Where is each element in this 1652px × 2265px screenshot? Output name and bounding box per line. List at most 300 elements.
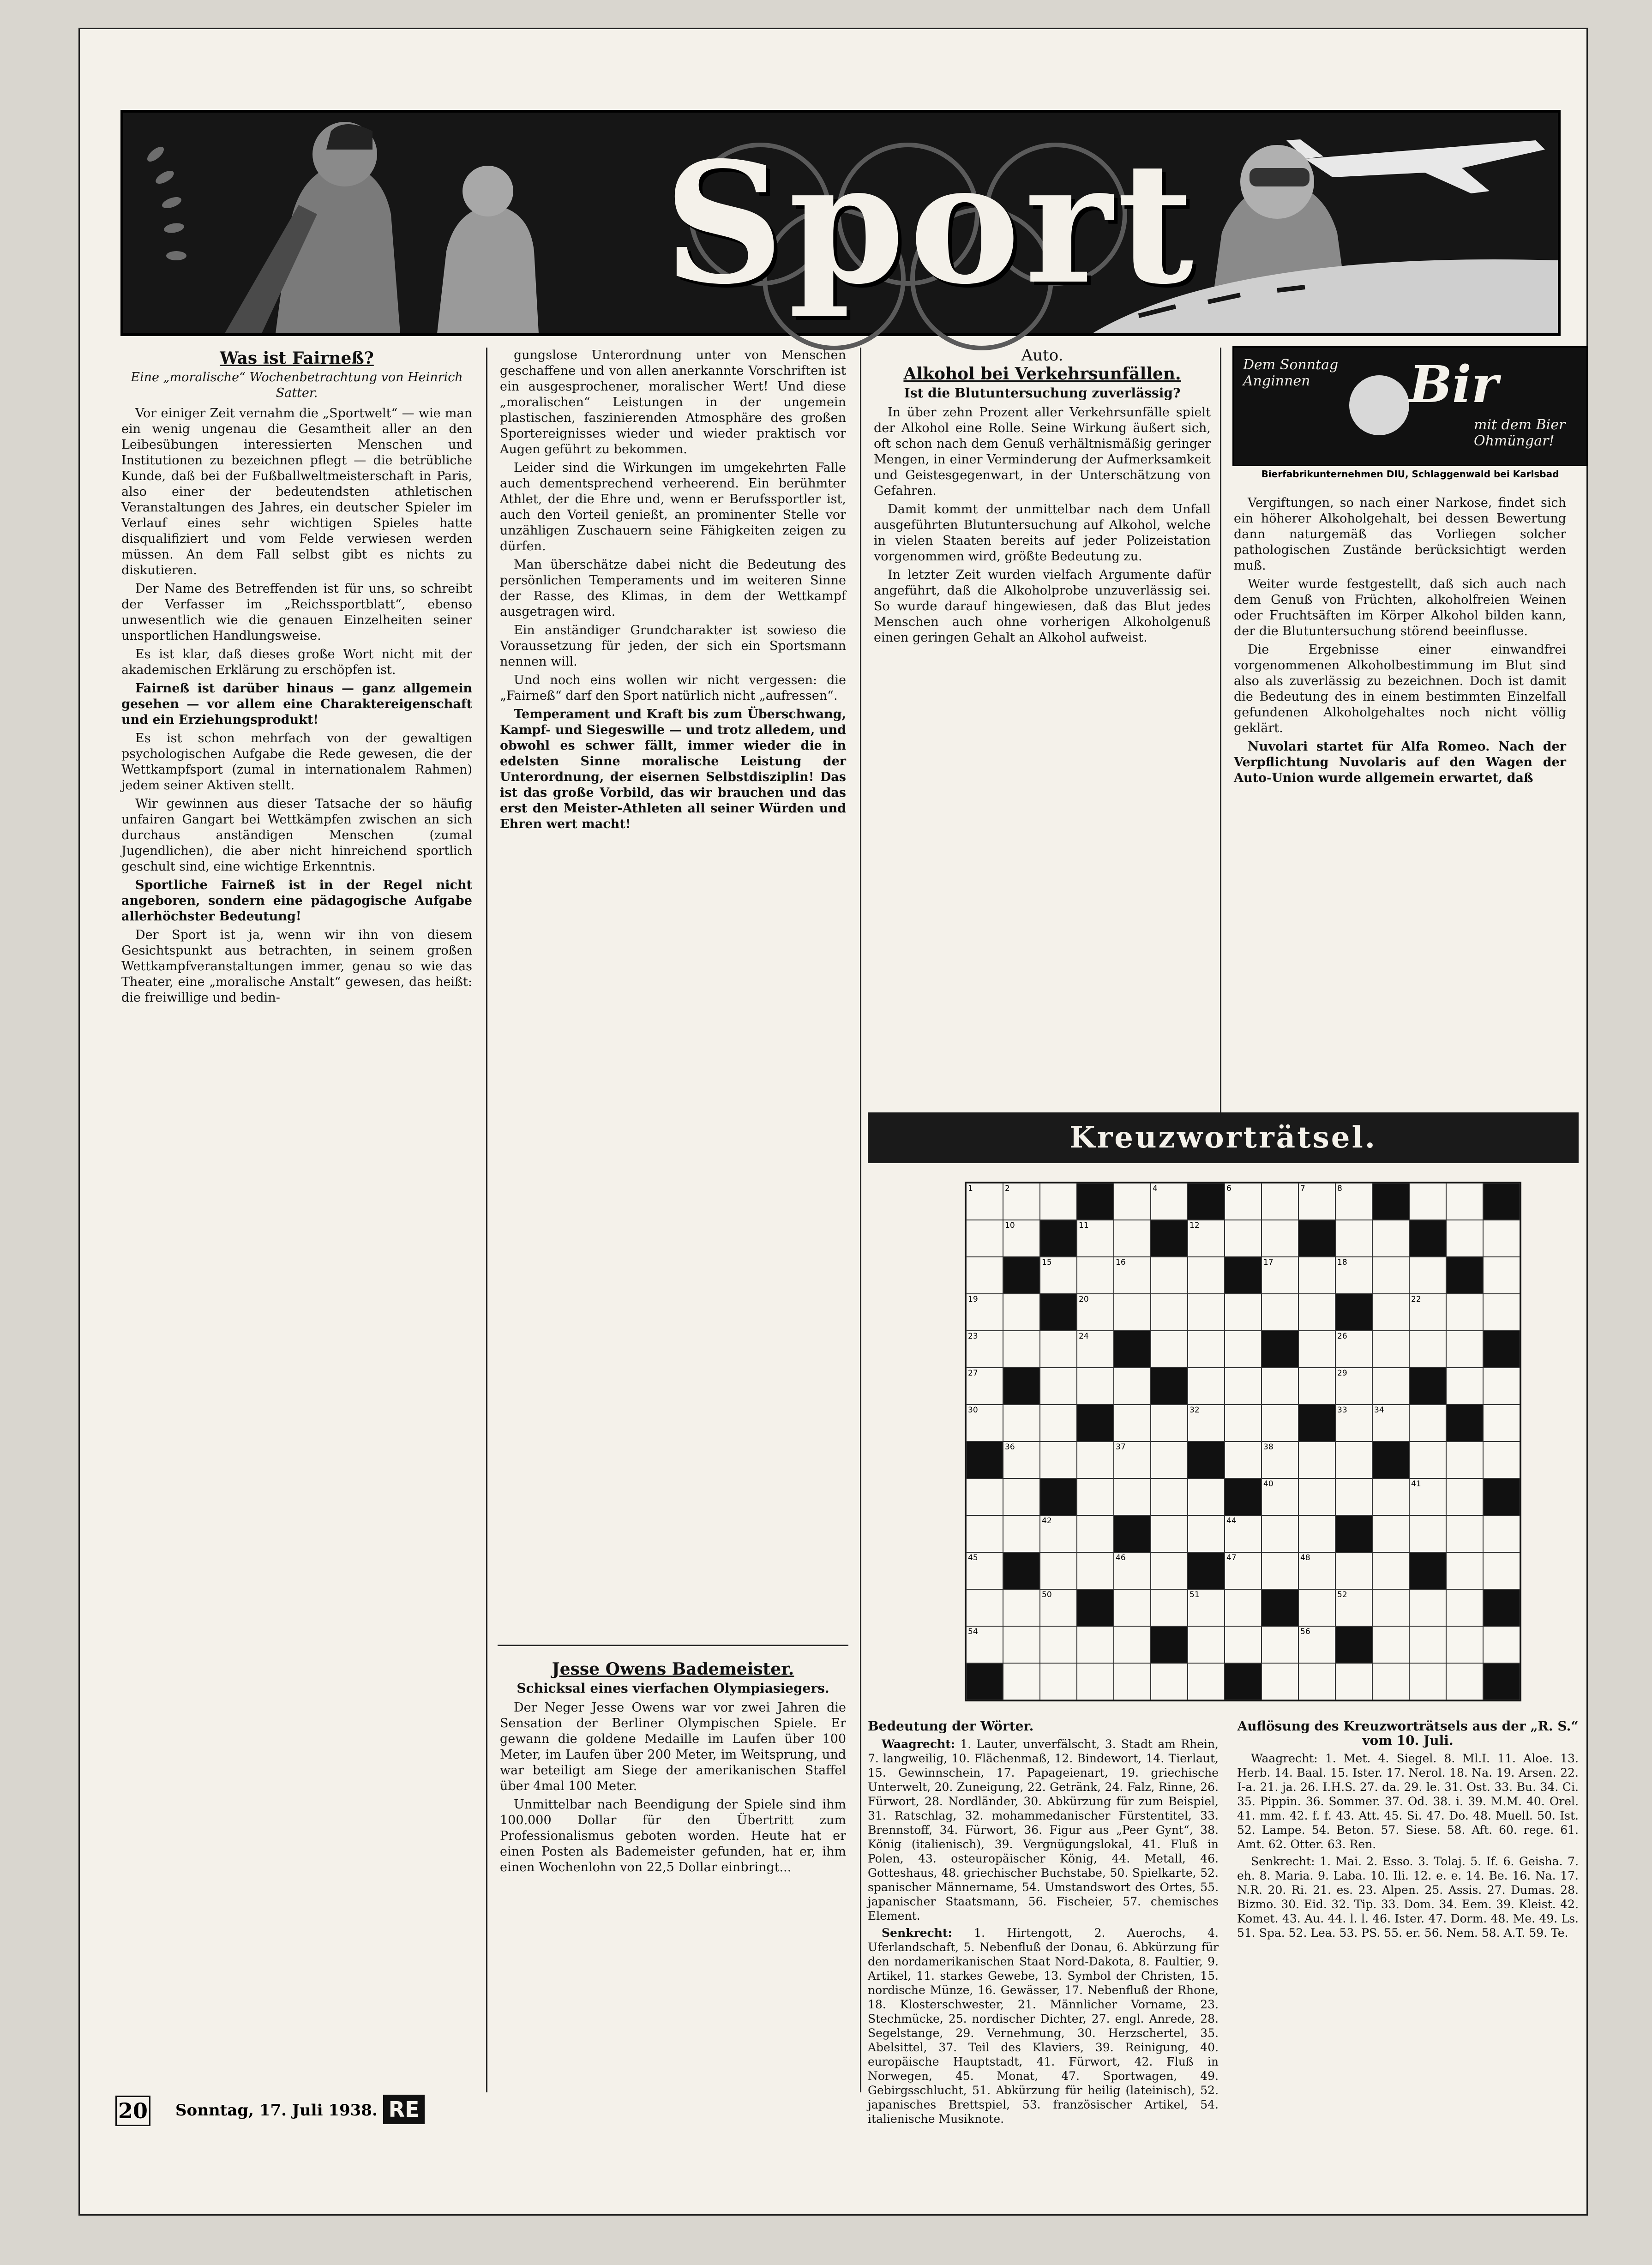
crossword-cell-number: 29 [1337,1369,1347,1378]
crossword-cell-number: 18 [1337,1258,1347,1267]
crossword-cell [1372,1552,1409,1589]
crossword-cell [1409,1331,1446,1368]
crossword-black-cell [1114,1331,1151,1368]
crossword-clues [868,1717,1219,2126]
crossword-cell [1225,1589,1262,1626]
crossword-cell [1151,1478,1188,1515]
crossword-cell [1409,1405,1446,1442]
crossword-cell [1114,1478,1151,1515]
crossword-black-cell [1077,1183,1114,1220]
crossword-cell [1298,1626,1335,1663]
paragraph: Man überschätze dabei nicht die Bedeutung des persönlichen Temperaments und im weiteren Sinne der Rasse, des Klimas, in dem der Wettkampf ausgetragen wird. [500,558,846,619]
crossword-cell [1335,1405,1372,1442]
crossword-cell [1077,1442,1114,1478]
crossword-cell [1040,1405,1077,1442]
article-subtitle: Eine „moralische“ Wochenbetrachtung von Heinrich Satter. [131,370,463,400]
crossword-cell-number: 36 [1005,1442,1015,1452]
crossword-cell [1188,1478,1225,1515]
crossword-cell [1298,1294,1335,1331]
crossword-cell [1077,1626,1114,1663]
crossword-cell-number: 54 [968,1627,978,1636]
crossword-title: Kreuzworträtsel. [868,1112,1579,1163]
crossword-cell-number: 7 [1300,1184,1305,1193]
crossword-cell [1040,1552,1077,1589]
crossword-cell [1446,1663,1483,1700]
crossword-cell [1114,1294,1151,1331]
crossword-cell [1077,1294,1114,1331]
ad-line2: mit dem Bier Ohmüngar! [1474,417,1566,449]
paragraph: Leider sind die Wirkungen im umgekehrten Falle auch dementsprechend verheerend. Ein berühmter Athlet, der die Ehre und, wenn er Berufssportler ist, auch den Vorteil genießt, an prominenter Stelle vor unzähligen Zuschauern seine Fähigkeiten zeigen zu dürfen. [500,461,846,553]
crossword-cell [966,1331,1003,1368]
paragraph: Damit kommt der unmittelbar nach dem Unfall ausgeführten Blutuntersuchung auf Alkohol, welche in vielen Staaten bereits auf jeder Polizeistation vorgenommen wird, größte Bedeutung zu. [874,502,1211,564]
paragraph: Und noch eins wollen wir nicht vergessen: die „Fairneß“ darf den Sport natürlich nicht „aufressen“. [500,673,846,703]
paragraph: Es ist klar, daß dieses große Wort nicht mit der akademischen Erklärung zu erschöpfen ist. [121,647,472,677]
crossword-cell-number: 44 [1226,1516,1237,1526]
crossword-cell [1077,1220,1114,1257]
column-rule [860,348,861,2092]
crossword-cell [1151,1515,1188,1552]
crossword-cell-number: 41 [1411,1479,1421,1489]
crossword-cell [1372,1515,1409,1552]
sport-banner [120,110,1561,336]
paragraph-highlight: Fairneß ist darüber hinaus — ganz allgemein gesehen — vor allem eine Charaktereigenschaft und ein Erziehungsprodukt! [121,681,472,727]
crossword-cell [1114,1663,1151,1700]
crossword-black-cell [1483,1589,1520,1626]
crossword-cell [1298,1331,1335,1368]
crossword-cell [1335,1589,1372,1626]
crossword-cell [1040,1368,1077,1405]
crossword-cell [966,1405,1003,1442]
crossword-cell [1077,1257,1114,1294]
crossword-cell [1151,1589,1188,1626]
clues-title: Bedeutung der Wörter. [868,1718,1034,1734]
crossword-cell-number: 38 [1263,1442,1274,1452]
crossword-cell [1114,1626,1151,1663]
issue-date: Sonntag, 17. Juli 1938. [175,2101,378,2120]
crossword-cell [1077,1478,1114,1515]
paragraph: Es ist schon mehrfach von der gewaltigen psychologischen Aufgabe die Rede gewesen, die der Wettkampfsport (zumal in internationalem Rahmen) jedem seiner Aktiven stellt. [121,731,472,793]
crossword-cell [1225,1442,1262,1478]
crossword-cell [1298,1663,1335,1700]
crossword-cell [1114,1183,1151,1220]
crossword-cell [1151,1294,1188,1331]
crossword-cell [1151,1442,1188,1478]
crossword-cell [1446,1183,1483,1220]
crossword-cell [1483,1442,1520,1478]
paragraph: Weiter wurde festgestellt, daß sich auch nach dem Genuß von Früchten, alkoholfreien Weinen oder Fruchtsäften im Körper Alkohol bilden kann, der die Blutuntersuchung störend beeinflusse. [1234,577,1566,638]
crossword-cell [966,1257,1003,1294]
crossword-cell-number: 23 [968,1332,978,1341]
crossword-cell [1003,1183,1040,1220]
crossword-cell-number: 1 [968,1184,973,1193]
crossword-cell [1335,1478,1372,1515]
crossword-cell [1262,1663,1298,1700]
crossword-cell [1483,1626,1520,1663]
crossword-cell [1335,1442,1372,1478]
crossword-cell [1188,1220,1225,1257]
clues-down: 1. Hirtengott, 2. Auerochs, 4. Uferlandschaft, 5. Nebenfluß der Donau, 6. Abkürzung für den nordamerikanischen Staat Nord-Dakota, 8. Faultier, 9. Artikel, 11. starkes Gewebe, 13. Symbol der Christen, 15. nordische Münze, 16. Gewässer, 17. Nebenfluß der Rhone, 18. Klosterschwester, 21. Männlicher Vorname, 23. Stechmücke, 25. nordischer Dichter, 27. engl. Anrede, 28. Segelstange, 29. Vernehmung, 30. Herzschertel, 35. Abelsittel, 37. Teil des Klaviers, 39. Reinigung, 40. europäische Hauptstadt, 41. Fürwort, 42. Fluß in Norwegen, 45. Monat, 47. Sportwagen, 49. Gebirgsschlucht, 51. Abkürzung für heilig (lateinisch), 52. japanisches Brettspiel, 53. französischer Artikel, 54. italienische Musiknote. [868,1926,1219,2126]
crossword-black-cell [1483,1183,1520,1220]
crossword-cell [1225,1515,1262,1552]
crossword-cell [1040,1626,1077,1663]
crossword-cell [1225,1183,1262,1220]
crossword-black-cell [1372,1183,1409,1220]
crossword-cell [1335,1331,1372,1368]
crossword-cell [1335,1663,1372,1700]
crossword-cell [1003,1478,1040,1515]
crossword-black-cell [1188,1183,1225,1220]
crossword-cell [1446,1220,1483,1257]
crossword-cell [1262,1294,1298,1331]
crossword-cell [1409,1442,1446,1478]
crossword-cell-number: 37 [1116,1442,1126,1452]
crossword-cell [1114,1552,1151,1589]
crossword-cell [1446,1442,1483,1478]
crossword-cell [1151,1183,1188,1220]
solution-title: Auflösung des Kreuzworträtsels aus der „R. S.“ vom 10. Juli. [1237,1718,1579,1748]
ad-line1: Dem Sonntag Anginnen [1243,357,1339,389]
ad-brand: Bir [1409,354,1498,414]
paragraph-highlight: Sportliche Fairneß ist in der Regel nicht angeboren, sondern eine pädagogische Aufgabe allerhöchster Bedeutung! [121,878,472,924]
crossword-cell [1114,1368,1151,1405]
crossword-cell [1114,1257,1151,1294]
crossword-cell [1483,1220,1520,1257]
crossword-cell [1003,1442,1040,1478]
crossword-cell [1003,1515,1040,1552]
crossword-black-cell [1409,1220,1446,1257]
crossword-cell [1040,1331,1077,1368]
crossword-cell [1225,1552,1262,1589]
crossword-cell-number: 15 [1042,1258,1052,1267]
crossword-cell [1262,1405,1298,1442]
crossword-cell-number: 22 [1411,1295,1421,1304]
crossword-cell [966,1589,1003,1626]
crossword-black-cell [1372,1442,1409,1478]
crossword-cell [1151,1331,1188,1368]
crossword-cell [1409,1183,1446,1220]
crossword-cell [1151,1257,1188,1294]
crossword-cell [1262,1442,1298,1478]
crossword-cell [1372,1626,1409,1663]
banner-title: Sport [664,126,1198,321]
column-rule [1220,348,1221,1132]
crossword-cell [1040,1663,1077,1700]
crossword-cell [1114,1405,1151,1442]
crossword-black-cell [1040,1220,1077,1257]
crossword-cell [1298,1478,1335,1515]
crossword-black-cell [1003,1552,1040,1589]
crossword-cell-number: 45 [968,1553,978,1562]
crossword-cell-number: 4 [1153,1184,1158,1193]
crossword-cell-number: 47 [1226,1553,1237,1562]
crossword-cell [1298,1257,1335,1294]
crossword-cell-number: 6 [1226,1184,1231,1193]
crossword-cell [1262,1183,1298,1220]
crossword-black-cell [1335,1515,1372,1552]
crossword-black-cell [1188,1442,1225,1478]
crossword-cell [1372,1405,1409,1442]
clues-down-label: Senkrecht: [882,1926,952,1940]
paragraph: In letzter Zeit wurden vielfach Argumente dafür angeführt, daß die Alkoholprobe unzuverlässig sei. So wurde darauf hingewiesen, daß das Blut jedes Menschen auch ohne vorherigen Alkoholgenuß einen geringen Gehalt an Alkohol aufweist. [874,568,1211,645]
crossword-cell [1372,1331,1409,1368]
crossword-cell [1003,1331,1040,1368]
crossword-cell [1077,1368,1114,1405]
crossword-black-cell [1114,1515,1151,1552]
crossword-cell [1114,1589,1151,1626]
crossword-cell-number: 46 [1116,1553,1126,1562]
clues-across: 1. Lauter, unverfälscht, 3. Stadt am Rhein, 7. langweilig, 10. Flächenmaß, 12. Bindewort, 14. Tierlaut, 15. Gewinnschein, 17. Papageienart, 19. griechische Unterwelt, 20. Zuneigung, 22. Getränk, 24. Falz, Rinne, 26. Fürwort, 28. Nordländer, 30. Abkürzung für zum Beispiel, 31. Ratschlag, 32. mohammedanischer Fürstentitel, 33. Brennstoff, 34. Fürwort, 36. Figur aus „Peer Gynt“, 38. König (italienisch), 39. Vergnügungslokal, 41. Fluß in Polen, 43. osteuropäischer König, 44. Metall, 46. Gotteshaus, 48. griechischer Buchstabe, 50. Spielkarte, 52. spanischer Männername, 54. Umstandswort des Ortes, 55. japanischer Staatsmann, 56. Fischeier, 57. chemisches Element. [868,1737,1219,1923]
crossword-cell [1298,1515,1335,1552]
crossword-cell [1483,1294,1520,1331]
crossword-black-cell [966,1663,1003,1700]
crossword-black-cell [1225,1663,1262,1700]
paragraph: Der Sport ist ja, wenn wir ihn von diesem Gesichtspunkt aus betrachten, in seinem großen Wettkampfveranstaltungen immer, genau so wie das Theater, eine „moralische Anstalt“ gewesen, das heißt: die freiwillige und bedin- [121,928,472,1005]
article-title: Jesse Owens Bademeister. [552,1659,794,1679]
crossword-cell [1262,1552,1298,1589]
crossword-cell [1003,1294,1040,1331]
crossword-black-cell [1483,1331,1520,1368]
crossword-cell [1077,1331,1114,1368]
crossword-cell [1409,1626,1446,1663]
crossword-cell-number: 8 [1337,1184,1342,1193]
crossword-cell-number: 51 [1189,1590,1200,1599]
paragraph: Unmittelbar nach Beendigung der Spiele sind ihm 100.000 Dollar für den Übertritt zum Professionalismus geboten worden. Heute hat er einen Posten als Bademeister gefunden, hat er, ihm einen Wochenlohn von 22,5 Dollar einbringt... [500,1797,846,1874]
paragraph: In über zehn Prozent aller Verkehrsunfälle spielt der Alkohol eine Rolle. Seine Wirkung äußert sich, oft schon nach dem Genuß verhältnismäßig geringer Mengen, in einer Verminderung der Aufmerksamkeit und Geistesgegenwart, in der Unterschätzung von Gefahren. [874,405,1211,498]
crossword-black-cell [1409,1552,1446,1589]
crossword-cell [1335,1183,1372,1220]
crossword-black-cell [966,1442,1003,1478]
crossword-cell [1188,1294,1225,1331]
crossword-cell-number: 12 [1189,1221,1200,1230]
crossword-cell [966,1626,1003,1663]
crossword-cell-number: 42 [1042,1516,1052,1526]
crossword-cell [1114,1220,1151,1257]
crossword-cell-number: 56 [1300,1627,1310,1636]
crossword-cell [1003,1405,1040,1442]
crossword-cell [1225,1294,1262,1331]
paragraph: Die Ergebnisse einer einwandfrei vorgenommenen Alkoholbestimmung im Blut sind also als zuverlässig zu bezeichnen. Doch ist damit die Bedeutung des in einem bestimmten Einzelfall gefundenen Alkoholgehaltes noch nicht völlig geklärt. [1234,643,1566,735]
ad-footer: Bierfabrikunternehmen DIU, Schlaggenwald bei Karlsbad [1261,469,1559,480]
crossword-cell-number: 19 [968,1295,978,1304]
crossword-cell [1262,1478,1298,1515]
crossword-cell [1262,1626,1298,1663]
crossword-black-cell [1077,1589,1114,1626]
crossword-cell [1262,1515,1298,1552]
crossword-cell [1040,1257,1077,1294]
article-fairness-continued [500,348,846,1631]
crossword-black-cell [1003,1257,1040,1294]
crossword-cell [1409,1257,1446,1294]
crossword-black-cell [1151,1220,1188,1257]
solution-down: Senkrecht: 1. Mai. 2. Esso. 3. Tolaj. 5. If. 6. Geisha. 7. eh. 8. Maria. 9. Laba. 10. Ili. 12. e. e. 14. Be. 16. Na. 17. N.R. 20. Ri. 21. es. 23. Alpen. 25. Assis. 27. Dumas. 28. Bizmo. 30. Eid. 32. Tip. 33. Dom. 34. Eem. 39. Kleist. 42. Komet. 43. Au. 44. l. l. 46. Ister. 47. Dorm. 48. Me. 49. Ls. 51. Spa. 52. Lea. 53. PS. 55. er. 56. Nem. 58. A.T. 59. Te. [1237,1855,1579,1940]
crossword-cell [1409,1663,1446,1700]
crossword-cell [1040,1515,1077,1552]
crossword-black-cell [1298,1405,1335,1442]
crossword-cell [966,1183,1003,1220]
crossword-black-cell [1151,1626,1188,1663]
crossword-cell [1225,1368,1262,1405]
paragraph: Vergiftungen, so nach einer Narkose, findet sich ein höherer Alkoholgehalt, bei dessen Bewertung dann naturgemäß das Vorliegen solcher pathologischen Zustände berücksichtigt werden muß. [1234,496,1566,573]
crossword-cell [1446,1331,1483,1368]
paragraph: Der Name des Betreffenden ist für uns, so schreibt der Verfasser im „Reichssportblatt“, ebenso unwesentlich wie die genauen Einzelheiten seiner unsportlichen Handlungsweise. [121,582,472,643]
crossword-cell [1483,1257,1520,1294]
divider [498,1645,848,1646]
crossword-cell [1335,1257,1372,1294]
crossword-cell [1262,1257,1298,1294]
crossword-cell [1003,1589,1040,1626]
crossword-cell-number: 50 [1042,1590,1052,1599]
crossword-black-cell [1446,1405,1483,1442]
crossword-cell [1446,1515,1483,1552]
crossword-cell [1298,1589,1335,1626]
crossword-cell [1077,1552,1114,1589]
crossword-cell-number: 26 [1337,1332,1347,1341]
crossword-cell-number: 11 [1079,1221,1089,1230]
crossword-cell-number: 34 [1374,1406,1384,1415]
crossword-black-cell [1335,1626,1372,1663]
crossword-cell-number: 32 [1189,1406,1200,1415]
crossword-cell [1446,1626,1483,1663]
crossword-black-cell [1003,1368,1040,1405]
crossword-cell [1446,1552,1483,1589]
clues-across-label: Waagrecht: [882,1737,955,1751]
article-fairness [121,348,472,2083]
crossword-cell [1225,1405,1262,1442]
crossword-cell [1188,1663,1225,1700]
crossword-cell [1040,1183,1077,1220]
crossword-black-cell [1188,1552,1225,1589]
crossword-black-cell [1262,1331,1298,1368]
crossword-cell [1372,1220,1409,1257]
crossword-cell [1262,1368,1298,1405]
crossword-cell-number: 48 [1300,1553,1310,1562]
crossword-cell [966,1294,1003,1331]
crossword-cell [1446,1368,1483,1405]
crossword-cell-number: 24 [1079,1332,1089,1341]
article-title: Alkohol bei Verkehrsunfällen. [903,364,1181,384]
crossword-cell [1483,1552,1520,1589]
publisher-logo: RE [383,2095,425,2124]
crossword-cell [1298,1368,1335,1405]
crossword-black-cell [1335,1294,1372,1331]
crossword-cell [1188,1515,1225,1552]
paragraph: Der Neger Jesse Owens war vor zwei Jahren die Sensation der Berliner Olympischen Spiele. Er gewann die goldene Medaille im Laufen über 100 Meter, im Laufen über 200 Meter, im Weitsprung, und war beteiligt am Siege der amerikanischen Staffel über 4mal 100 Meter. [500,1700,846,1793]
crossword-cell [1409,1589,1446,1626]
crossword-cell-number: 20 [1079,1295,1089,1304]
crossword-cell [1225,1626,1262,1663]
crossword-black-cell [1298,1220,1335,1257]
crossword-cell [966,1478,1003,1515]
crossword-cell [1446,1589,1483,1626]
crossword-cell [1335,1220,1372,1257]
crossword-cell [1335,1552,1372,1589]
crossword-section [868,1112,1579,1717]
crossword-cell [1372,1589,1409,1626]
article-alcohol [874,348,1211,1105]
article-title: Was ist Fairneß? [220,348,374,368]
paragraph-nuvolari: Nuvolari startet für Alfa Romeo. Nach der Verpflichtung Nuvolaris auf den Wagen der Auto-Union wurde allgemein erwartet, daß [1234,739,1566,785]
paragraph-highlight: Temperament und Kraft bis zum Überschwang, Kampf- und Siegeswille — und trotz alledem, und obwohl es schwer fällt, immer wieder die in edelsten Sinne moralische Leistung der Unterordnung, der eisernen Selbstdisziplin! Das ist das große Vorbild, das wir brauchen und das erst den Meister-Athleten all seiner Würden und Ehren wert macht! [500,707,846,831]
crossword-cell [1040,1442,1077,1478]
crossword-cell [1483,1515,1520,1552]
crossword-cell [1003,1220,1040,1257]
crossword-cell [1225,1220,1262,1257]
crossword-cell [1483,1368,1520,1405]
crossword-cell [1077,1515,1114,1552]
crossword-cell [1446,1294,1483,1331]
crossword-cell-number: 27 [968,1369,978,1378]
crossword-cell [1188,1589,1225,1626]
crossword-solution [1237,1717,1579,2040]
crossword-cell [966,1368,1003,1405]
crossword-black-cell [1262,1589,1298,1626]
crossword-cell [1040,1589,1077,1626]
crossword-cell [966,1220,1003,1257]
article-owens [500,1658,846,2083]
article-subtitle: Ist die Blutuntersuchung zuverlässig? [904,385,1181,401]
crossword-cell [1409,1294,1446,1331]
crossword-cell-number: 10 [1005,1221,1015,1230]
crossword-cell [1372,1478,1409,1515]
crossword-cell [1114,1442,1151,1478]
crossword-black-cell [1483,1663,1520,1700]
paragraph: gungslose Unterordnung unter von Menschen geschaffene und von allen anerkannte Vorschriften ist ein ausgesprochener, moralischer Wert! Und diese „moralischen“ Leistungen in der ungemein plastischen, faszinierenden Atmosphäre des großen Sportereignisses wieder und wieder praktisch vor Augen geführt zu bekommen. [500,348,846,457]
crossword-cell [1335,1368,1372,1405]
crossword-cell [1372,1368,1409,1405]
crossword-black-cell [1483,1478,1520,1515]
crossword-cell [966,1552,1003,1589]
crossword-cell [1372,1663,1409,1700]
paragraph: Wir gewinnen aus dieser Tatsache der so häufig unfairen Gangart bei Wettkämpfen zwischen an sich durchaus anständigen Menschen (zumal Jugendlichen), die aber nicht hinreichend sportlich geschult sind, eine wichtige Erkenntnis. [121,797,472,874]
article-alcohol-continued [1234,495,1566,1105]
crossword-black-cell [1151,1368,1188,1405]
crossword-cell [1298,1442,1335,1478]
crossword-cell [1188,1405,1225,1442]
crossword-black-cell [1040,1478,1077,1515]
crossword-cell [1188,1257,1225,1294]
crossword-cell [1151,1663,1188,1700]
crossword-cell-number: 17 [1263,1258,1274,1267]
column-rule [486,348,487,2092]
crossword-cell-number: 2 [1005,1184,1010,1193]
crossword-cell-number: 16 [1116,1258,1126,1267]
crossword-cell [966,1515,1003,1552]
page-number: 20 [115,2096,150,2126]
crossword-cell-number: 40 [1263,1479,1274,1489]
crossword-cell [1151,1405,1188,1442]
crossword-cell [1151,1552,1188,1589]
crossword-cell [1372,1257,1409,1294]
crossword-black-cell [1225,1478,1262,1515]
crossword-cell [1188,1331,1225,1368]
crossword-black-cell [1040,1294,1077,1331]
crossword-cell [1077,1663,1114,1700]
crossword-black-cell [1446,1257,1483,1294]
crossword-black-cell [1077,1405,1114,1442]
bottle-cap-icon [1349,375,1409,435]
crossword-cell [1372,1294,1409,1331]
crossword-cell [1225,1331,1262,1368]
crossword-grid [965,1182,1521,1701]
crossword-cell [1188,1626,1225,1663]
crossword-cell [1409,1478,1446,1515]
paragraph: Ein anständiger Grundcharakter ist sowieso die Voraussetzung für jeden, der sich ein Sportsmann nennen will. [500,623,846,669]
crossword-cell [1188,1368,1225,1405]
beer-advertisement [1232,346,1588,466]
crossword-cell-number: 30 [968,1406,978,1415]
crossword-black-cell [1225,1257,1262,1294]
crossword-cell [1298,1552,1335,1589]
